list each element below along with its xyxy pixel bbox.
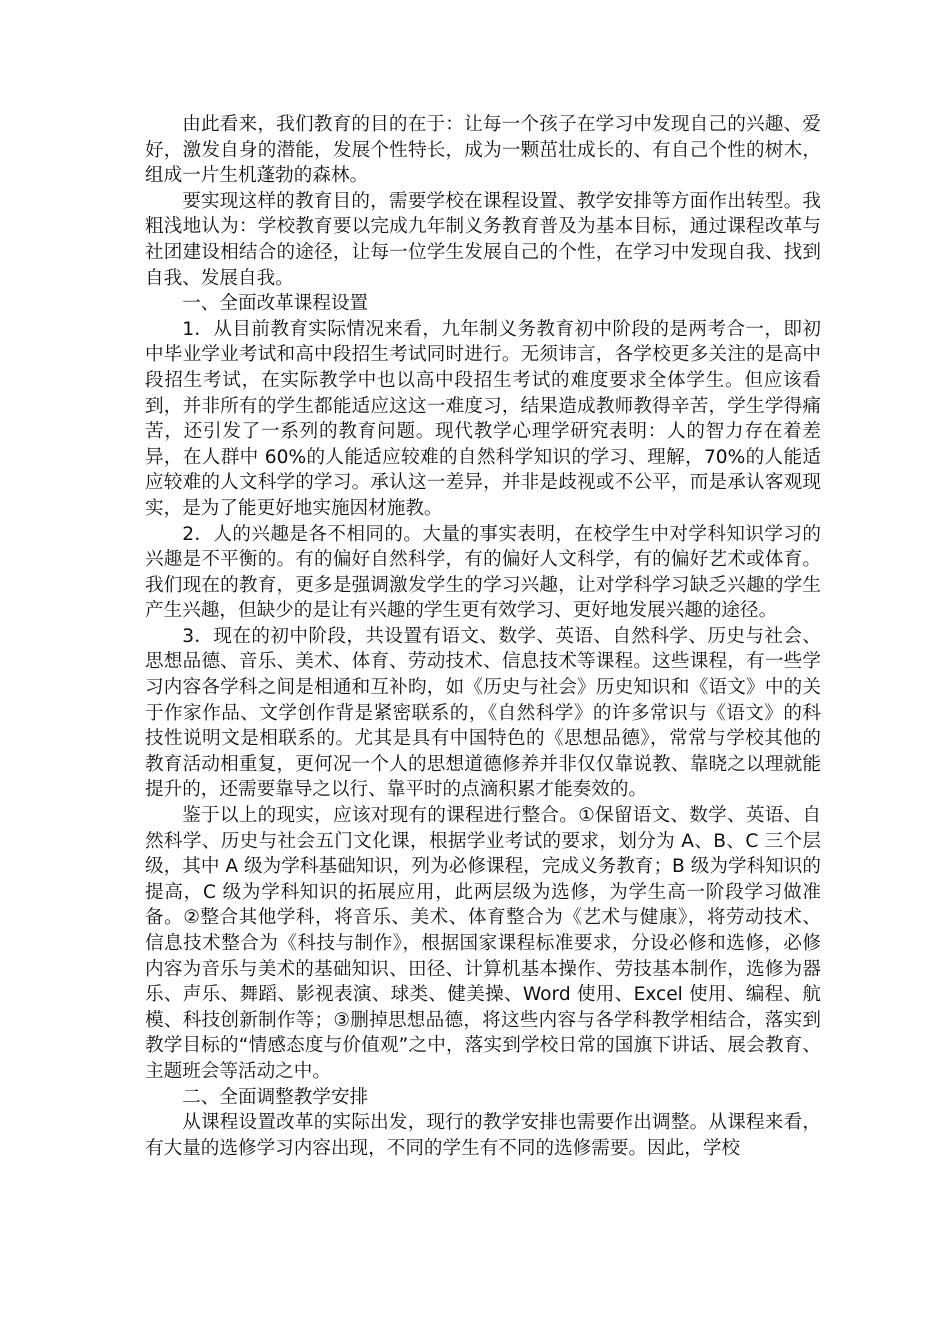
section-heading-teaching-arrangement: 二、全面调整教学安排 xyxy=(182,1086,369,1108)
paragraph-point-1: 1．从目前教育实际情况来看，九年制义务教育初中阶段的是两考合一，即初中毕业学业考试和高中段招生考试同时进行。无须讳言，各学校更多关注的是高中段招生考试，在实际教学中也以高中段招生考试的难度要求全体学生。但应该看到，并非所有的学生都能适应这这一难度习，结果造成教师教得辛苦，学生学得痛苦，还引发了一系列的教育问题。现代教学心理学研究表明：人的智力存在着差异，在人群中 60%的人能适应较难的自然科学知识的学习、理解，70%的人能适应较难的人文科学的学习。承认这一差异，并非是歧视或不公平，而是承认客观现实，是为了能更好地实施因材施教。 xyxy=(145,318,821,519)
section-heading-curriculum-reform: 一、全面改革课程设置 xyxy=(182,293,369,315)
paragraph-school-transformation: 要实现这样的教育目的，需要学校在课程设置、教学安排等方面作出转型。我粗浅地认为：学校教育要以完成九年制义务教育普及为基本目标，通过课程改革与社团建设相结合的途径，让每一位学生发展自己的个性，在学习中发现自我、找到自我、发展自我。 xyxy=(145,190,821,289)
paragraph-teaching-adjustment: 从课程设置改革的实际出发，现行的教学安排也需要作出调整。从课程来看，有大量的选修学习内容出现，不同的学生有不同的选修需要。因此，学校 xyxy=(145,1112,821,1159)
paragraph-education-goal: 由此看来，我们教育的目的在于：让每一个孩子在学习中发现自己的兴趣、爱好，激发自身的潜能，发展个性特长，成为一颗茁壮成长的、有自己个性的树木，组成一片生机蓬勃的森林。 xyxy=(145,114,821,187)
document-page xyxy=(145,112,821,1161)
paragraph-point-2: 2．人的兴趣是各不相同的。大量的事实表明，在校学生中对学科知识学习的兴趣是不平衡的。有的偏好自然科学，有的偏好人文科学，有的偏好艺术或体育。我们现在的教育，更多是强调激发学生的学习兴趣，让对学科学习缺乏兴趣的学生产生兴趣，但缺少的是让有兴趣的学生更有效学习、更好地发展兴趣的途径。 xyxy=(145,523,821,622)
paragraph-point-3: 3．现在的初中阶段，共设置有语文、数学、英语、自然科学、历史与社会、思想品德、音乐、美术、体育、劳动技术、信息技术等课程。这些课程，有一些学习内容各学科之间是相通和互补昀，如《历史与社会》历史知识和《语文》中的关于作家作品、文学创作背是紧密联系的，《自然科学》的许多常识与《语文》的科技性说明文是相联系的。尤其是具有中国特色的《思想品德》，常常与学校其他的教育活动相重复，更何况一个人的思想道德修养并非仅仅靠说教、靠晓之以理就能提升的，还需要靠导之以行、靠平时的点滴积累才能奏效的。 xyxy=(145,625,821,801)
paragraph-curriculum-integration: 鉴于以上的现实，应该对现有的课程进行整合。①保留语文、数学、英语、自然科学、历史与社会五门文化课，根据学业考试的要求，划分为 A、B、C 三个层级，其中 A 级为学科基础知识，列为必修课程，完成义务教育；B 级为学科知识的提高，C 级为学科知识的拓展应用，此两层级为选修，为学生高一阶段学习做准备。②整合其他学科，将音乐、美术、体育整合为《艺术与健康》，将劳动技术、信息技术整合为《科技与制作》，根据国家课程标准要求，分设必修和选修，必修内容为音乐与美术的基础知识、田径、计算机基本操作、劳技基本制作，选修为器乐、声乐、舞蹈、影视表演、球类、健美操、Word 使用、Excel 使用、编程、航模、科技创新制作等；③删掉思想品德，将这些内容与各学科教学相结合，落实到教学目标的“情感态度与价值观”之中，落实到学校日常的国旗下讲话、展会教育、主题班会等活动之中。 xyxy=(145,805,821,1082)
